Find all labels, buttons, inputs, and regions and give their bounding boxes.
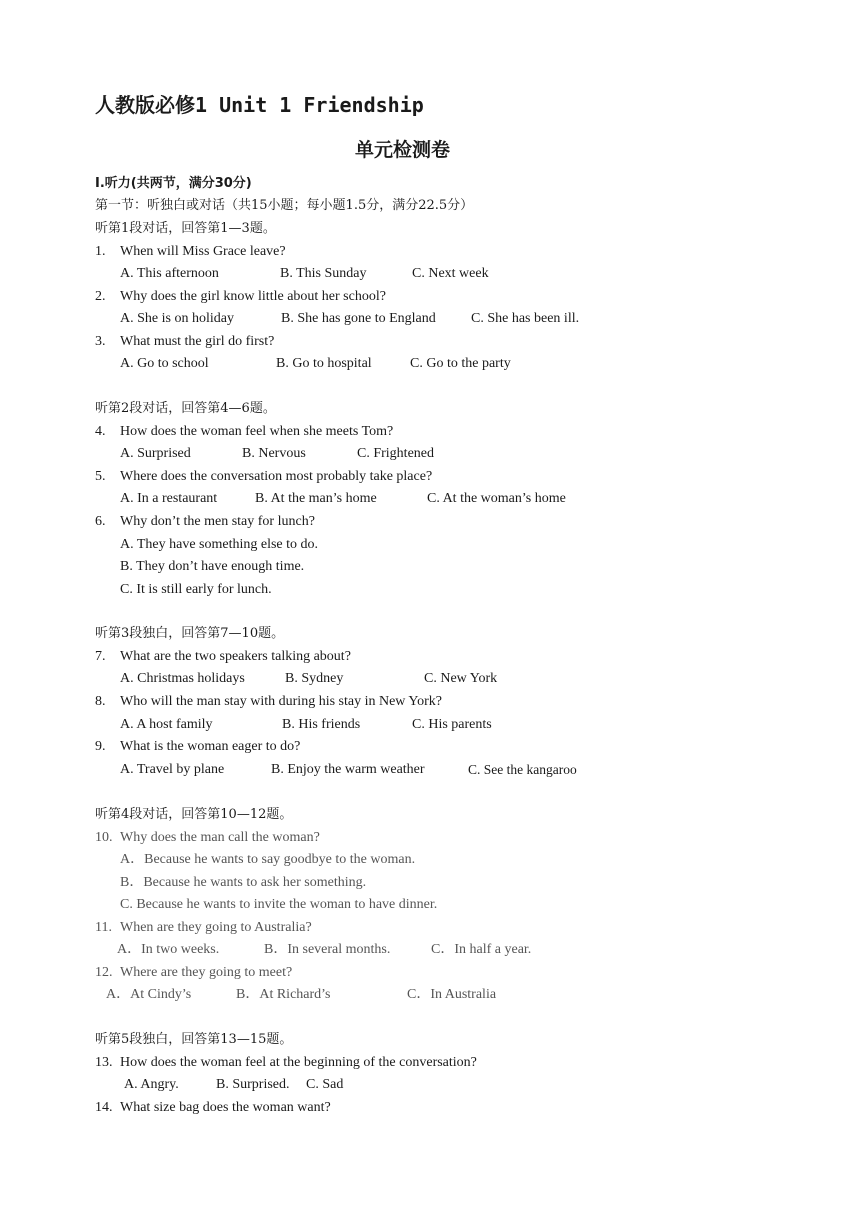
question-number: 4. xyxy=(95,424,106,439)
option-a: A. Surprised xyxy=(120,446,191,461)
question-number: 13. xyxy=(95,1055,113,1070)
question-text: Why does the man call the woman? xyxy=(120,830,320,845)
option-a: A. She is on holiday xyxy=(120,311,234,326)
question-text: Who will the man stay with during his stay in New York? xyxy=(120,694,442,709)
option-a: A. This afternoon xyxy=(120,266,219,281)
group-header: 听第3段独白，回答第7—10题。 xyxy=(95,626,285,641)
option-b: B. They don’t have enough time. xyxy=(120,559,305,574)
group-header: 听第5段独白，回答第13—15题。 xyxy=(95,1032,293,1047)
question-text: When will Miss Grace leave? xyxy=(120,244,286,259)
question-number: 1. xyxy=(95,244,106,259)
group-header: 听第2段对话，回答第4—6题。 xyxy=(95,401,276,416)
option-a: A. In a restaurant xyxy=(120,491,218,506)
question-number: 12. xyxy=(95,965,113,980)
section-heading: Ⅰ.听力(共两节，满分30分) xyxy=(95,176,252,191)
option-b: B. This Sunday xyxy=(280,266,367,281)
option-a: A．Because he wants to say goodbye to the woman. xyxy=(120,852,416,867)
question-number: 14. xyxy=(95,1100,113,1115)
option-b: B. Enjoy the warm weather xyxy=(271,762,425,777)
question-number: 6. xyxy=(95,514,106,529)
option-c: C. Next week xyxy=(412,266,489,281)
option-b: B．At Richard’s xyxy=(236,987,331,1002)
question-number: 3. xyxy=(95,334,106,349)
option-c: C. Because he wants to invite the woman to have dinner. xyxy=(120,897,438,912)
option-c: C. She has been ill. xyxy=(471,311,580,326)
option-a: A．In two weeks. xyxy=(117,942,220,957)
question-number: 5. xyxy=(95,469,106,484)
option-a: A. A host family xyxy=(120,717,213,732)
option-a: A. Travel by plane xyxy=(120,762,225,777)
question-text: How does the woman feel at the beginning of the conversation? xyxy=(120,1055,477,1070)
document-subtitle: 单元检测卷 xyxy=(355,139,451,161)
question-text: How does the woman feel when she meets Tom? xyxy=(120,424,394,439)
document-title: 人教版必修1 Unit 1 Friendship xyxy=(95,93,424,117)
question-text: What size bag does the woman want? xyxy=(120,1100,331,1115)
question-text: What is the woman eager to do? xyxy=(120,739,301,754)
option-a: A. Christmas holidays xyxy=(120,671,245,686)
option-c: C. Go to the party xyxy=(410,356,511,371)
question-number: 10. xyxy=(95,830,113,845)
option-a: A. Angry. xyxy=(124,1077,179,1092)
option-b: B. She has gone to England xyxy=(281,311,436,326)
option-c: C．In Australia xyxy=(407,987,497,1002)
option-c: C. His parents xyxy=(412,717,492,732)
option-b: B. His friends xyxy=(282,717,361,732)
option-a: A. Go to school xyxy=(120,356,209,371)
group-header: 听第4段对话，回答第10—12题。 xyxy=(95,807,293,822)
option-c: C．In half a year. xyxy=(431,942,532,957)
question-number: 8. xyxy=(95,694,106,709)
question-number: 11. xyxy=(95,920,112,935)
option-b: B. Go to hospital xyxy=(276,356,372,371)
option-a: A. They have something else to do. xyxy=(120,537,319,552)
question-text: When are they going to Australia? xyxy=(120,920,312,935)
question-text: What must the girl do first? xyxy=(120,334,275,349)
option-b: B. Sydney xyxy=(285,671,344,686)
option-b: B. At the man’s home xyxy=(255,491,377,506)
question-number: 9. xyxy=(95,739,106,754)
option-b: B．Because he wants to ask her something. xyxy=(120,875,367,890)
option-c: C. New York xyxy=(424,671,498,686)
question-number: 7. xyxy=(95,649,106,664)
question-text: Where are they going to meet? xyxy=(120,965,293,980)
option-b: B. Surprised. xyxy=(216,1077,290,1092)
question-number: 2. xyxy=(95,289,106,304)
option-c: C. See the kangaroo xyxy=(468,762,577,777)
question-text: What are the two speakers talking about? xyxy=(120,649,351,664)
option-c: C. Frightened xyxy=(357,446,434,461)
part-intro: 第一节：听独白或对话（共15小题；每小题1.5分，满分22.5分） xyxy=(95,198,474,213)
question-text: Why does the girl know little about her school? xyxy=(120,289,386,304)
option-c: C. It is still early for lunch. xyxy=(120,582,272,597)
question-text: Why don’t the men stay for lunch? xyxy=(120,514,315,529)
option-a: A．At Cindy’s xyxy=(106,987,192,1002)
question-text: Where does the conversation most probably take place? xyxy=(120,469,433,484)
option-b: B. Nervous xyxy=(242,446,306,461)
option-c: C. At the woman’s home xyxy=(427,491,566,506)
option-c: C. Sad xyxy=(306,1077,344,1092)
group-header: 听第1段对话，回答第1—3题。 xyxy=(95,221,276,236)
option-b: B．In several months. xyxy=(264,942,391,957)
